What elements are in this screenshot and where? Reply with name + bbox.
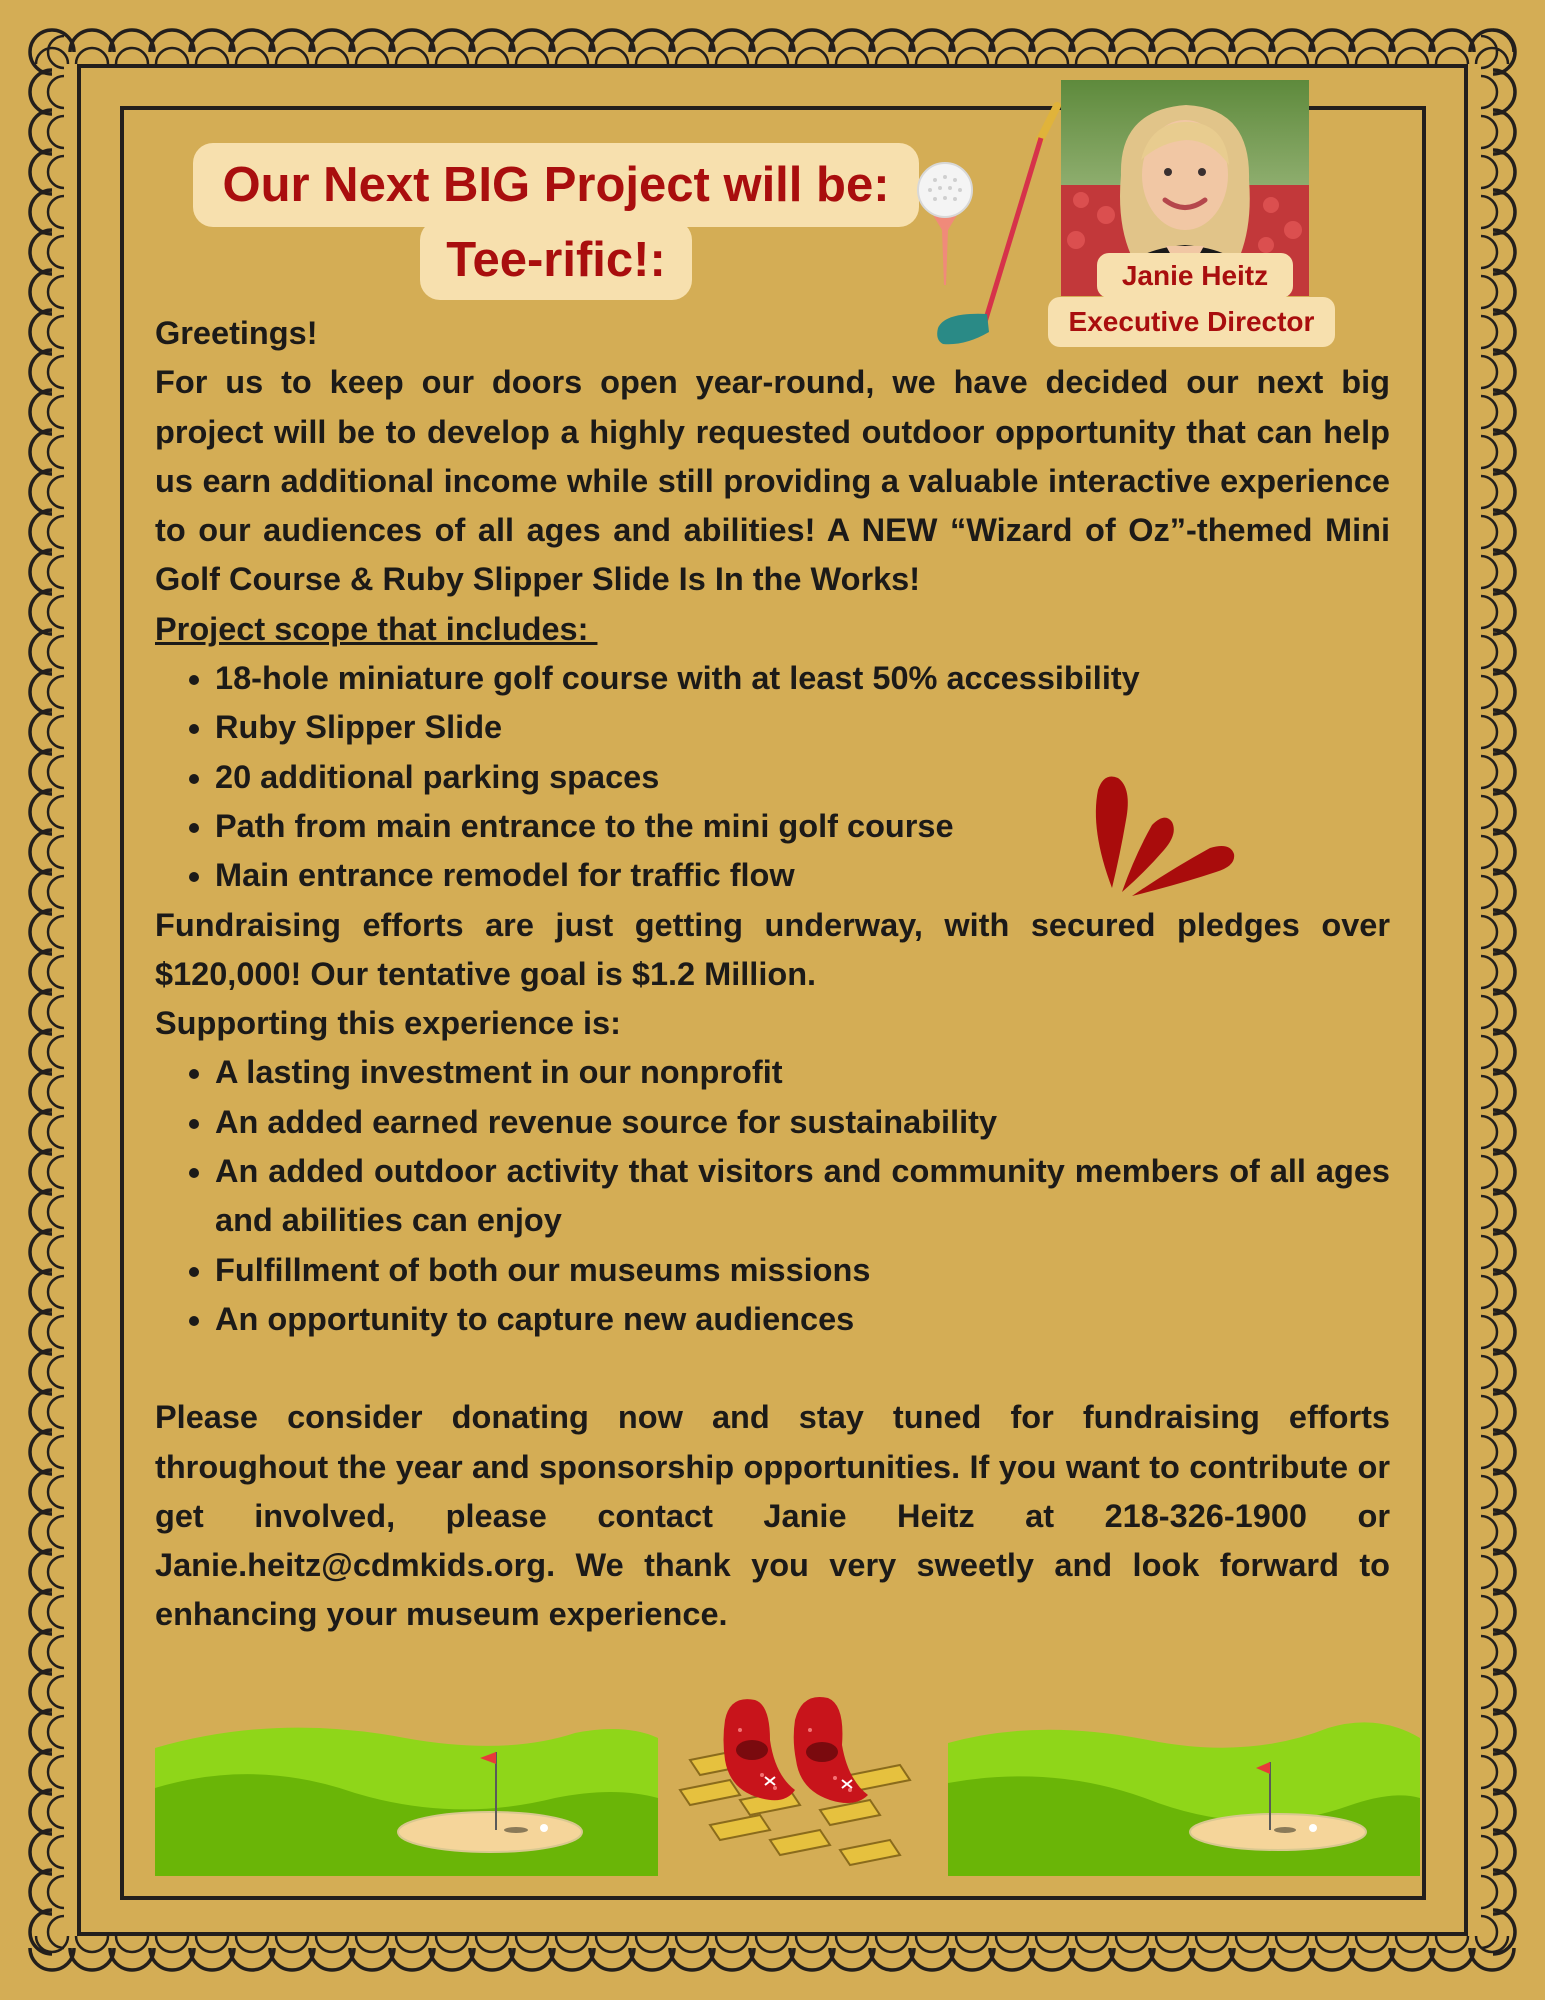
scope-heading: Project scope that includes: xyxy=(155,610,598,647)
list-item: • Ruby Slipper Slide xyxy=(215,703,1390,752)
list-item: • A lasting investment in our nonprofit xyxy=(215,1048,1390,1097)
contact-role: Executive Director xyxy=(1048,297,1335,347)
golf-green-icon xyxy=(155,1718,658,1876)
page-title-line2: Tee-rific!: xyxy=(420,220,692,300)
closing-paragraph: Please consider donating now and stay tuned for fundraising efforts throughout the year and sponsorship opportunities. If you want to contribute or get involved, please contact Janie Heitz at 218-326-1900 or Janie.heitz@cdmkids.org. We thank you very sweetly and look forward to enhancing your museum experience. xyxy=(155,1399,1390,1633)
list-item: • An opportunity to capture new audiences xyxy=(215,1295,1390,1344)
list-item: • An added outdoor activity that visitors and community members of all ages and abilities can enjoy xyxy=(215,1147,1390,1246)
list-item: • Main entrance remodel for traffic flow xyxy=(215,851,1390,900)
greeting: Greetings! xyxy=(155,315,318,351)
ruby-slippers-icon xyxy=(670,1690,920,1880)
red-splash-icon xyxy=(1090,770,1240,900)
letter-body xyxy=(155,309,1390,1640)
list-item: • 20 additional parking spaces xyxy=(215,753,1390,802)
supporting-heading: Supporting this experience is: xyxy=(155,1005,621,1042)
page-title-line1: Our Next BIG Project will be: xyxy=(193,143,919,227)
list-item: • An added earned revenue source for sustainability xyxy=(215,1098,1390,1147)
contact-name: Janie Heitz xyxy=(1097,253,1293,298)
golf-green-icon xyxy=(948,1718,1420,1876)
fundraising-paragraph: Fundraising efforts are just getting underway, with secured pledges over $120,000! Our tentative goal is $1.2 Million. xyxy=(155,906,1390,992)
intro-paragraph: For us to keep our doors open year-round, we have decided our next big project will be to develop a highly requested outdoor opportunity that can help us earn additional income while still providing a valuable interactive experience to our audiences of all ages and abilities! A NEW “Wizard of Oz”-themed Mini Golf Course & Ruby Slipper Slide Is In the Works! xyxy=(155,364,1390,598)
list-item: • 18-hole miniature golf course with at least 50% accessibility xyxy=(215,654,1390,703)
list-item: • Path from main entrance to the mini golf course xyxy=(215,802,1390,851)
list-item: • Fulfillment of both our museums missions xyxy=(215,1246,1390,1295)
supporting-list xyxy=(155,1048,1390,1344)
